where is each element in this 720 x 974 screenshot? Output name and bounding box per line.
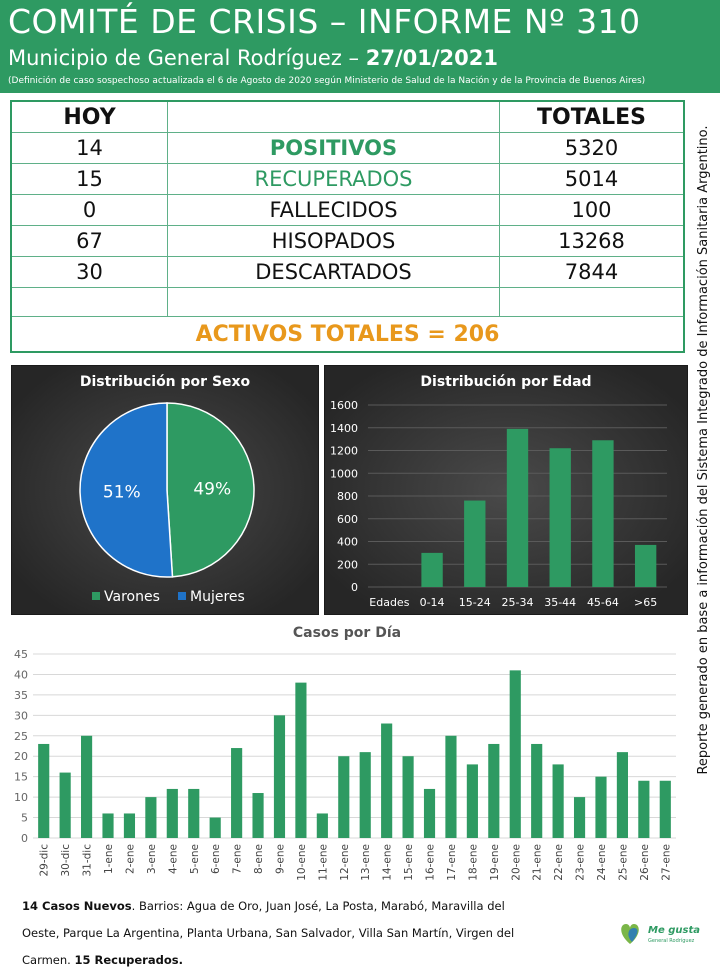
empty-cell bbox=[11, 288, 168, 317]
x-tick-label: 25-ene bbox=[617, 844, 630, 881]
x-tick-label: 12-ene bbox=[338, 844, 351, 881]
header-hoy: HOY bbox=[11, 101, 168, 133]
daily-bar bbox=[252, 793, 263, 838]
daily-chart-title: Casos por Día bbox=[292, 625, 402, 641]
header-totales: TOTALES bbox=[500, 101, 685, 133]
y-tick-label: 1200 bbox=[330, 444, 358, 458]
daily-bar bbox=[360, 752, 371, 838]
empty-cell bbox=[168, 288, 500, 317]
age-bar bbox=[592, 440, 613, 587]
barrios-list: . Barrios: Agua de Oro, Juan José, La Posta, Marabó, Maravilla del Oeste, Parque La Argentina, Planta Urbana, San Salvador, Villa San Martín, Virgen del Carmen. bbox=[22, 899, 515, 967]
hoy-value: 67 bbox=[11, 226, 168, 257]
header-blank bbox=[168, 101, 500, 133]
report-subtitle bbox=[8, 46, 498, 70]
total-value: 7844 bbox=[500, 257, 685, 288]
daily-cases-chart bbox=[0, 620, 686, 885]
total-value: 5320 bbox=[500, 133, 685, 164]
x-tick-label: 35-44 bbox=[544, 596, 577, 609]
activos-row bbox=[11, 317, 684, 353]
daily-bar bbox=[467, 764, 478, 838]
y-tick-label: 200 bbox=[337, 558, 358, 572]
report-title: COMITÉ DE CRISIS – INFORME Nº 310 bbox=[8, 2, 641, 41]
daily-bar bbox=[424, 789, 435, 838]
table-row bbox=[11, 195, 684, 226]
heart-logo-icon bbox=[618, 918, 708, 948]
new-cases-count: 14 Casos Nuevos bbox=[22, 899, 132, 913]
row-label: DESCARTADOS bbox=[168, 257, 500, 288]
me-gusta-logo bbox=[618, 918, 708, 948]
y-tick-label: 5 bbox=[21, 811, 28, 825]
hoy-value: 15 bbox=[11, 164, 168, 195]
age-bar bbox=[550, 448, 571, 587]
y-tick-label: 35 bbox=[14, 688, 28, 702]
daily-bar bbox=[274, 715, 285, 838]
table-row bbox=[11, 257, 684, 288]
daily-bar bbox=[38, 744, 49, 838]
daily-bar bbox=[295, 683, 306, 838]
y-tick-label: 30 bbox=[14, 709, 28, 723]
age-bar bbox=[464, 501, 485, 587]
daily-bar bbox=[381, 724, 392, 838]
activos-totales: ACTIVOS TOTALES = 206 bbox=[11, 317, 684, 353]
x-tick-label: 20-ene bbox=[510, 844, 523, 881]
table-row-empty bbox=[11, 288, 684, 317]
y-tick-label: 400 bbox=[337, 535, 358, 549]
logo-text: Me gusta bbox=[648, 925, 700, 936]
x-tick-label: 16-ene bbox=[424, 844, 437, 881]
daily-bar bbox=[531, 744, 542, 838]
daily-bar bbox=[403, 756, 414, 838]
daily-bar bbox=[595, 777, 606, 838]
y-tick-label: 0 bbox=[351, 581, 358, 594]
age-bar bbox=[507, 429, 528, 587]
daily-bar bbox=[445, 736, 456, 838]
x-tick-label: 15-ene bbox=[403, 844, 416, 881]
table-header-row bbox=[11, 101, 684, 133]
sex-distribution-panel bbox=[11, 365, 319, 615]
table-row bbox=[11, 133, 684, 164]
daily-bar bbox=[574, 797, 585, 838]
y-tick-label: 800 bbox=[337, 490, 358, 503]
x-tick-label: 6-ene bbox=[210, 844, 223, 875]
table-row bbox=[11, 164, 684, 195]
age-distribution-panel bbox=[324, 365, 688, 615]
report-date: 27/01/2021 bbox=[365, 46, 498, 70]
daily-bar bbox=[488, 744, 499, 838]
y-tick-label: 45 bbox=[14, 648, 28, 661]
x-tick-label: 21-ene bbox=[531, 844, 544, 881]
hoy-value: 14 bbox=[11, 133, 168, 164]
x-tick-label: 4-ene bbox=[167, 844, 180, 875]
y-tick-label: 15 bbox=[14, 770, 28, 784]
x-tick-label: 18-ene bbox=[467, 844, 480, 881]
row-label: FALLECIDOS bbox=[168, 195, 500, 226]
y-tick-label: 25 bbox=[14, 729, 28, 743]
side-note bbox=[690, 90, 715, 810]
row-label: RECUPERADOS bbox=[168, 164, 500, 195]
daily-bar bbox=[338, 756, 349, 838]
footer-note bbox=[22, 893, 532, 974]
x-tick-label: 29-dic bbox=[38, 844, 51, 877]
pie-chart-title: Distribución por Sexo bbox=[79, 374, 251, 390]
x-tick-label: 10-ene bbox=[295, 844, 308, 881]
total-value: 13268 bbox=[500, 226, 685, 257]
municipality: Municipio de General Rodríguez – bbox=[8, 46, 360, 70]
side-note-text: Reporte generado en base a información del Sistema Integrado de Información Sanitaria Argentino. bbox=[696, 125, 711, 775]
legend-label: Varones bbox=[104, 589, 160, 605]
pie-chart bbox=[12, 366, 318, 614]
x-tick-label: 2-ene bbox=[124, 844, 137, 875]
side-note-container bbox=[690, 90, 715, 810]
age-bar bbox=[635, 545, 656, 587]
daily-bar bbox=[553, 764, 564, 838]
daily-bar bbox=[510, 670, 521, 838]
x-tick-label: 1-ene bbox=[103, 844, 116, 875]
recovered-count: 15 Recuperados. bbox=[74, 953, 183, 967]
x-tick-label: 27-ene bbox=[660, 844, 673, 881]
case-definition-note: (Definición de caso sospechoso actualizada el 6 de Agosto de 2020 según Ministerio de Salud de la Nación y de la Provincia de Buenos Aires) bbox=[8, 76, 646, 86]
x-tick-label: 13-ene bbox=[360, 844, 373, 881]
y-tick-label: 1600 bbox=[330, 399, 358, 412]
y-tick-label: 1400 bbox=[330, 421, 358, 435]
y-tick-label: 0 bbox=[21, 832, 28, 845]
x-tick-label: >65 bbox=[634, 596, 658, 609]
x-tick-label: 19-ene bbox=[488, 844, 501, 881]
empty-cell bbox=[500, 288, 685, 317]
y-tick-label: 40 bbox=[14, 668, 28, 682]
daily-bar bbox=[231, 748, 242, 838]
x-tick-label: 25-34 bbox=[501, 596, 534, 609]
y-tick-label: 20 bbox=[14, 750, 28, 764]
daily-bar bbox=[60, 773, 71, 838]
daily-bar bbox=[81, 736, 92, 838]
daily-bar bbox=[102, 813, 113, 838]
hoy-value: 0 bbox=[11, 195, 168, 226]
age-bar bbox=[421, 553, 442, 587]
x-tick-label: 15-24 bbox=[458, 596, 491, 609]
x-tick-label: 23-ene bbox=[574, 844, 587, 881]
daily-bar bbox=[167, 789, 178, 838]
daily-bar bbox=[638, 781, 649, 838]
daily-bar bbox=[617, 752, 628, 838]
legend-label: Mujeres bbox=[190, 589, 245, 605]
table-row bbox=[11, 226, 684, 257]
x-tick-label: 11-ene bbox=[317, 844, 330, 881]
x-tick-label: 26-ene bbox=[638, 844, 651, 881]
row-label: HISOPADOS bbox=[168, 226, 500, 257]
total-value: 5014 bbox=[500, 164, 685, 195]
x-tick-label: 30-dic bbox=[60, 844, 73, 877]
pie-slice-label: 49% bbox=[193, 479, 232, 500]
y-tick-label: 600 bbox=[337, 512, 358, 526]
total-value: 100 bbox=[500, 195, 685, 226]
daily-bar bbox=[145, 797, 156, 838]
daily-bar bbox=[210, 818, 221, 838]
daily-bar bbox=[188, 789, 199, 838]
legend-swatch bbox=[178, 592, 186, 600]
age-chart-title: Distribución por Edad bbox=[420, 374, 592, 390]
daily-bar bbox=[660, 781, 671, 838]
x-tick-label: 24-ene bbox=[595, 844, 608, 881]
x-tick-label: 3-ene bbox=[145, 844, 158, 875]
x-tick-label: 17-ene bbox=[445, 844, 458, 881]
daily-bar bbox=[317, 813, 328, 838]
x-tick-label: 22-ene bbox=[553, 844, 566, 881]
x-tick-label: 5-ene bbox=[188, 844, 201, 875]
x-tick-label: 9-ene bbox=[274, 844, 287, 875]
x-tick-label: 14-ene bbox=[381, 844, 394, 881]
daily-bar bbox=[124, 813, 135, 838]
legend-swatch bbox=[92, 592, 100, 600]
row-label: POSITIVOS bbox=[168, 133, 500, 164]
x-tick-label: 8-ene bbox=[253, 844, 266, 875]
x-tick-label: 0-14 bbox=[419, 596, 445, 609]
summary-table bbox=[10, 100, 685, 353]
y-tick-label: 10 bbox=[14, 791, 28, 805]
logo-subtext: General Rodríguez bbox=[648, 938, 695, 944]
x-tick-label: 45-64 bbox=[586, 596, 619, 609]
hoy-value: 30 bbox=[11, 257, 168, 288]
report-header bbox=[0, 0, 720, 93]
x-tick-label: 7-ene bbox=[231, 844, 244, 875]
x-tick-label: Edades bbox=[369, 596, 410, 609]
age-bar-chart bbox=[325, 366, 687, 614]
x-tick-label: 31-dic bbox=[81, 844, 94, 877]
pie-slice-label: 51% bbox=[102, 482, 141, 503]
y-tick-label: 1000 bbox=[330, 467, 358, 481]
